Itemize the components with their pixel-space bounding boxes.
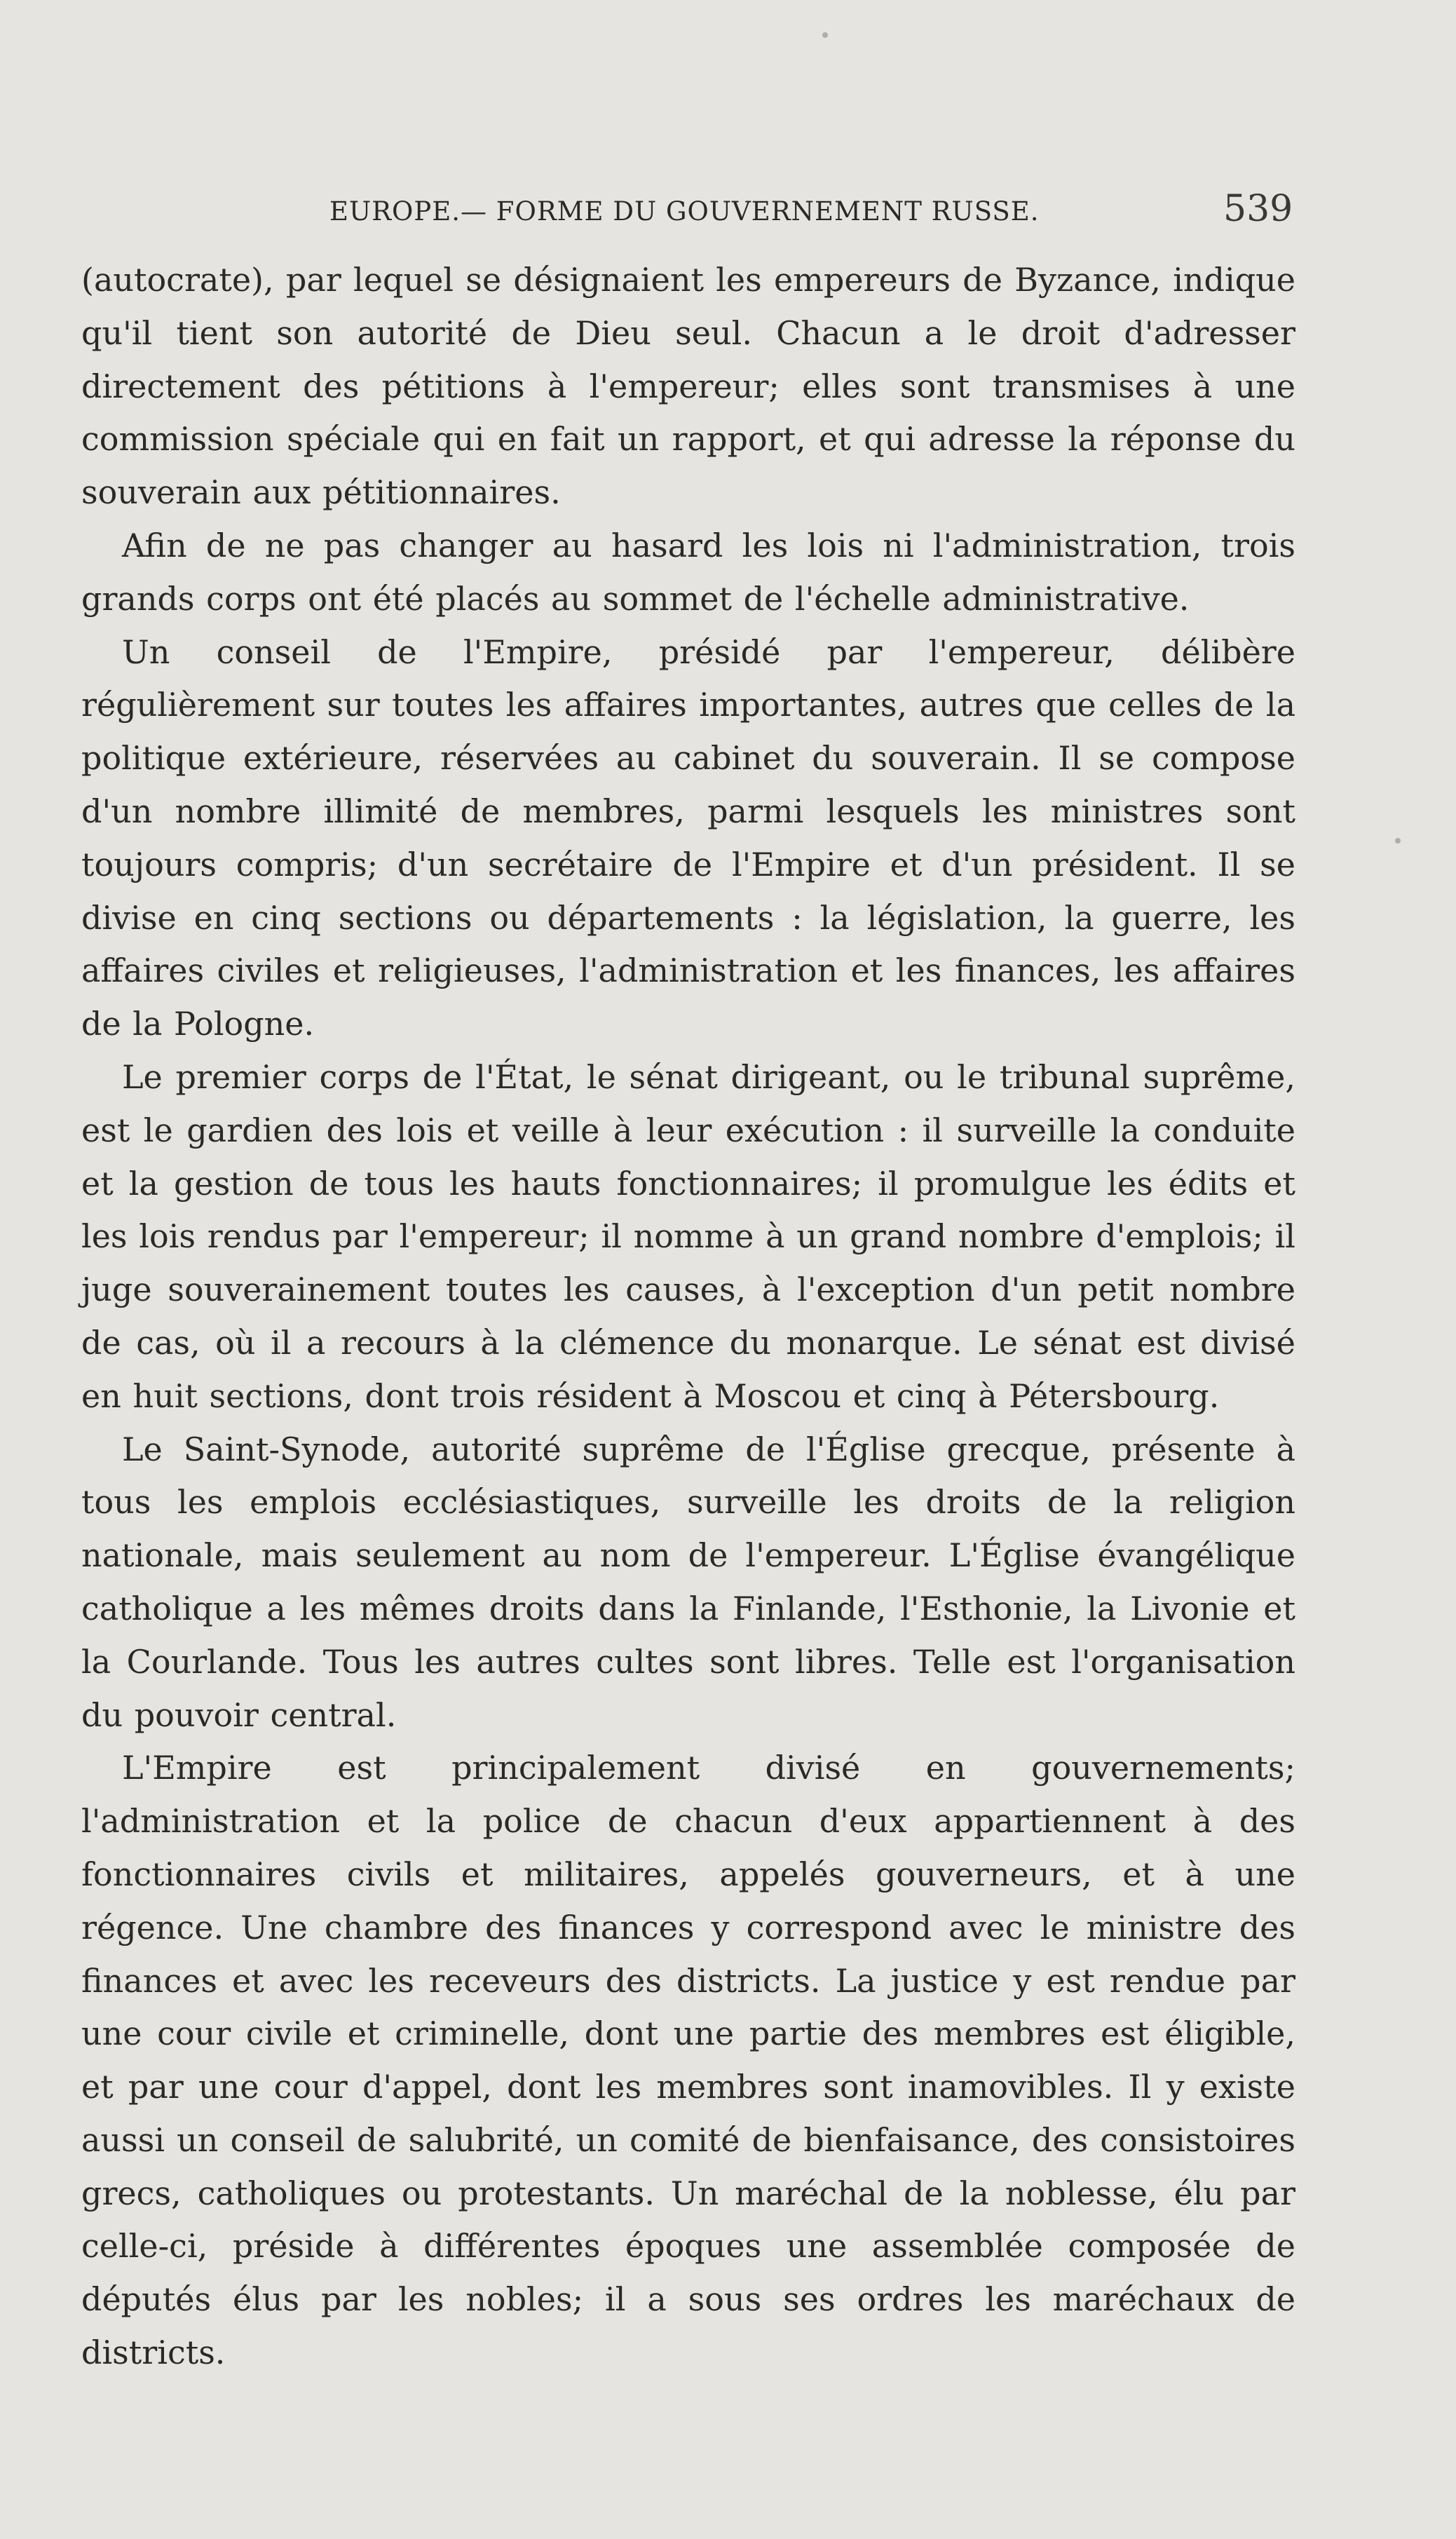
paper-speck xyxy=(1395,838,1401,844)
running-head xyxy=(0,188,1456,237)
paragraph-4: Le premier corps de l'État, le sénat dirigeant, ou le tribunal suprême, est le gardien des lois et veille à leur exécution : il surveille la conduite et la gestion de tous les hauts fonctionnaires; il promulgue les édits et les lois rendus par l'empereur; il nomme à un grand nombre d'emplois; il juge souverainement toutes les causes, à l'exception d'un petit nombre de cas, où il a recours à la clémence du monarque. Le sénat est divisé en huit sections, dont trois résident à Moscou et cinq à Pétersbourg. xyxy=(81,1057,1295,1415)
paragraph-5: Le Saint-Synode, autorité suprême de l'Église grecque, présente à tous les emplois ecclésiastiques, surveille les droits de la religion nationale, mais seulement au nom de l'empereur. L'Église évangélique catholique a les mêmes droits dans la Finlande, l'Esthonie, la Livonie et la Courlande. Tous les autres cultes sont libres. Telle est l'organisation du pouvoir central. xyxy=(81,1430,1295,1734)
paragraph-6: L'Empire est principalement divisé en gouvernements; l'administration et la police de chacun d'eux appartiennent à des fonctionnaires civils et militaires, appelés gouverneurs, et à une régence. Une chambre des finances y correspond avec le ministre des finances et avec les receveurs des districts. La justice y est rendue par une cour civile et criminelle, dont une partie des membres est éligible, et par une cour d'appel, dont les membres sont inamovibles. Il y existe aussi un conseil de salubrité, un comité de bienfaisance, des consistoires grecs, catholiques ou protestants. Un maréchal de la noblesse, élu par celle-ci, préside à différentes époques une assemblée composée de députés élus par les nobles; il a sous ses ordres les maréchaux de districts. xyxy=(81,1749,1295,2372)
paragraph-2: Afin de ne pas changer au hasard les lois ni l'administration, trois grands corps ont été placés au sommet de l'échelle administrative. xyxy=(81,526,1295,618)
paragraph-1: (autocrate), par lequel se désignaient les empereurs de Byzance, indique qu'il tient son autorité de Dieu seul. Chacun a le droit d'adresser directement des pétitions à l'empereur; elles sont transmises à une commission spéciale qui en fait un rapport, et qui adresse la réponse du souverain aux pétitionnaires. xyxy=(81,261,1295,512)
page-number: 539 xyxy=(1223,188,1293,230)
paper-speck xyxy=(822,32,828,38)
paragraph-3: Un conseil de l'Empire, présidé par l'empereur, délibère régulièrement sur toutes les affaires importantes, autres que celles de la politique extérieure, réservées au cabinet du souverain. Il se compose d'un nombre illimité de membres, parmi lesquels les ministres sont toujours compris; d'un secrétaire de l'Empire et d'un président. Il se divise en cinq sections ou départements : la législation, la guerre, les affaires civiles et religieuses, l'administration et les finances, les affaires de la Pologne. xyxy=(81,632,1295,1043)
running-head-title: EUROPE.— FORME DU GOUVERNEMENT RUSSE. xyxy=(329,196,1040,226)
body-text xyxy=(81,254,1295,2380)
